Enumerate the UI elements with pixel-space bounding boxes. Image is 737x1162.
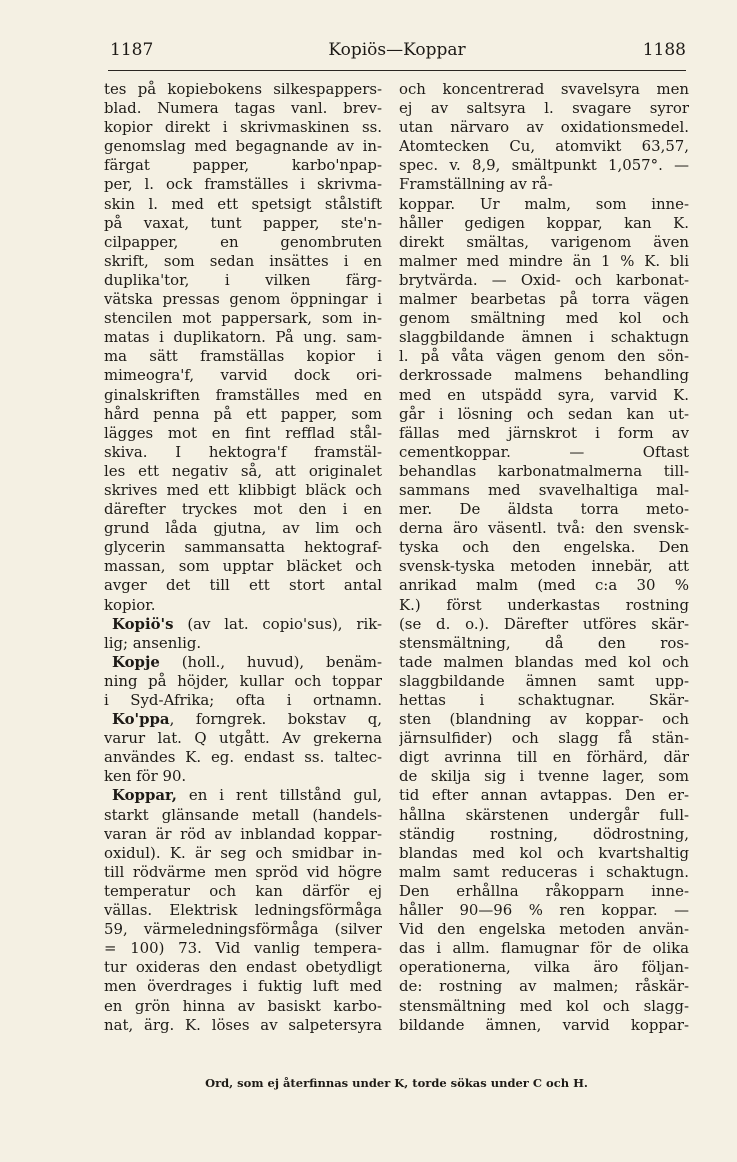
text-line: das i allm. flamugnar för de olika <box>399 939 689 958</box>
text-line: och koncentrerad svavelsyra men <box>399 80 689 98</box>
text-line: slaggbildande ämnen samt upp- <box>399 671 689 690</box>
text-line: spec. v. 8,9, smältpunkt 1,057°. — <box>399 156 689 175</box>
header-rule <box>108 70 686 71</box>
text-line: tes på kopiebokens silkespappers- <box>104 80 382 98</box>
text-line: vätska pressas genom öppningar i <box>104 290 382 309</box>
text-line: färgat papper, karbo'npap- <box>104 156 382 175</box>
text-line: starkt glänsande metall (handels- <box>104 805 382 824</box>
text-line: Ko'ppa, forngrek. bokstav q, <box>112 710 382 729</box>
text-line: ken för 90. <box>104 767 187 786</box>
text-line: cilpapper, en genombruten <box>104 232 382 251</box>
text-line: sten (blandning av koppar- och <box>399 710 689 729</box>
text-line: Den erhållna råkopparn inne- <box>399 881 689 900</box>
text-line: lägges mot en fint refflad stål- <box>104 423 382 442</box>
text-line: matas i duplikatorn. På ung. sam- <box>104 328 382 347</box>
text-line: användes K. eg. endast ss. taltec- <box>104 748 382 767</box>
text-line: med en utspädd syra, varvid K. <box>399 385 689 404</box>
text-line: stencilen mot pappersark, som in- <box>104 309 382 328</box>
text-line: K.) först underkastas rostning <box>399 595 689 614</box>
text-line: slaggbildande ämnen i schaktugn <box>399 328 689 347</box>
text-line: blandas med kol och kvartshaltig <box>399 843 689 862</box>
text-line: behandlas karbonatmalmerna till- <box>399 461 689 480</box>
right-column <box>399 80 689 1035</box>
text-line: ej av saltsyra l. svagare syror <box>399 99 689 118</box>
text-line: per, l. ock framställes i skrivma- <box>104 175 382 194</box>
running-title: Kopiös—Koppar <box>328 40 466 60</box>
text-line: Kopiö's (av lat. copio'sus), rik- <box>112 614 382 633</box>
text-line: glycerin sammansatta hektograf- <box>104 538 382 557</box>
text-line: men överdrages i fuktig luft med <box>104 977 382 996</box>
text-line: mer. De äldsta torra meto- <box>399 500 689 519</box>
text-line: hård penna på ett papper, som <box>104 404 382 423</box>
text-line: skrives med ett klibbigt bläck och <box>104 480 382 499</box>
text-line: ständig rostning, dödrostning, <box>399 824 689 843</box>
text-line: varur lat. Q utgått. Av grekerna <box>104 729 382 748</box>
text-line: operationerna, vilka äro följan- <box>399 958 689 977</box>
text-line: ginalskriften framställes med en <box>104 385 382 404</box>
text-line: koppar. Ur malm, som inne- <box>399 194 689 213</box>
text-line: Atomtecken Cu, atomvikt 63,57, <box>399 137 689 156</box>
text-line: derna äro väsentl. två: den svensk- <box>399 519 689 538</box>
text-line: genom smältning med kol och <box>399 309 689 328</box>
text-line: Koppar, en i rent tillstånd gul, <box>112 786 382 805</box>
text-line: les ett negativ så, att originalet <box>104 461 382 480</box>
text-line: anrikad malm (med c:a 30 % <box>399 576 689 595</box>
text-line: de: rostning av malmen; råskär- <box>399 977 689 996</box>
text-line: mimeogra'f, varvid dock ori- <box>104 366 382 385</box>
text-line: tur oxideras den endast obetydligt <box>104 958 382 977</box>
text-line: skiva. I hektogra'f framstäl- <box>104 442 382 461</box>
text-line: järnsulfider) och slagg få stän- <box>399 729 689 748</box>
text-line: massan, som upptar bläcket och <box>104 557 382 576</box>
text-line: svensk-tyska metoden innebär, att <box>399 557 689 576</box>
text-line: därefter tryckes mot den i en <box>104 500 382 519</box>
text-line: grund låda gjutna, av lim och <box>104 519 382 538</box>
text-line: håller 90—96 % ren koppar. — <box>399 901 689 920</box>
text-line: till rödvärme men spröd vid högre <box>104 862 382 881</box>
text-line: malmer bearbetas på torra vägen <box>399 290 689 309</box>
text-line: Kopje (holl., huvud), benäm- <box>112 652 382 671</box>
text-line: cementkoppar. — Oftast <box>399 442 689 461</box>
text-line: på vaxat, tunt papper, ste'n- <box>104 213 382 232</box>
text-line: direkt smältas, varigenom även <box>399 232 689 251</box>
text-line: brytvärda. — Oxid- och karbonat- <box>399 270 689 289</box>
footer-note: Ord, som ej återfinnas under K, torde sökas under C och H. <box>205 1076 588 1090</box>
text-line: Framställning av rå- <box>399 175 553 194</box>
text-line: de skilja sig i tvenne lager, som <box>399 767 689 786</box>
text-line: lig; ansenlig. <box>104 633 202 652</box>
text-line: fällas med järnskrot i form av <box>399 423 689 442</box>
text-line: en grön hinna av basiskt karbo- <box>104 996 382 1015</box>
text-line: (se d. o.). Därefter utföres skär- <box>399 614 689 633</box>
text-line: temperatur och kan därför ej <box>104 881 382 900</box>
text-line: digt avrinna till en förhärd, där <box>399 748 689 767</box>
text-line: Vid den engelska metoden använ- <box>399 920 689 939</box>
text-line: 59, värmeledningsförmåga (silver <box>104 920 382 939</box>
text-line: duplika'tor, i vilken färg- <box>104 270 382 289</box>
text-line: håller gedigen koppar, kan K. <box>399 213 689 232</box>
text-line: stensmältning med kol och slagg- <box>399 996 689 1015</box>
text-line: avger det till ett stort antal <box>104 576 382 595</box>
text-line: skin l. med ett spetsigt stålstift <box>104 194 382 213</box>
text-line: hettas i schaktugnar. Skär- <box>399 691 689 709</box>
text-line: hållna skärstenen undergår full- <box>399 805 689 824</box>
text-line: derkrossade malmens behandling <box>399 366 689 385</box>
text-line: kopior. <box>104 595 156 614</box>
text-line: tade malmen blandas med kol och <box>399 652 689 671</box>
text-line: = 100) 73. Vid vanlig tempera- <box>104 939 382 958</box>
text-line: ning på höjder, kullar och toppar <box>104 671 382 690</box>
left-column <box>104 80 382 1035</box>
text-line: l. på våta vägen genom den sön- <box>399 347 689 366</box>
text-line: blad. Numera tagas vanl. brev- <box>104 99 382 118</box>
text-line: ma sätt framställas kopior i <box>104 347 382 366</box>
page-header <box>108 40 686 68</box>
text-line: tyska och den engelska. Den <box>399 538 689 557</box>
text-line: sammans med svavelhaltiga mal- <box>399 480 689 499</box>
text-line: går i lösning och sedan kan ut- <box>399 404 689 423</box>
text-line: tid efter annan avtappas. Den er- <box>399 786 689 805</box>
text-line: varan är röd av inblandad koppar- <box>104 824 382 843</box>
text-line: genomslag med begagnande av in- <box>104 137 382 156</box>
text-line: oxidul). K. är seg och smidbar in- <box>104 843 382 862</box>
text-line: i Syd-Afrika; ofta i ortnamn. <box>104 691 382 709</box>
text-line: skrift, som sedan insättes i en <box>104 251 382 270</box>
text-line: malm samt reduceras i schaktugn. <box>399 862 689 881</box>
page-number-left: 1187 <box>110 40 154 60</box>
text-line: vällas. Elektrisk ledningsförmåga <box>104 901 382 920</box>
text-line: malmer med mindre än 1 % K. bli <box>399 251 689 270</box>
text-line: utan närvaro av oxidationsmedel. <box>399 118 689 137</box>
text-line: kopior direkt i skrivmaskinen ss. <box>104 118 382 137</box>
page-number-right: 1188 <box>642 40 686 60</box>
text-line: nat, ärg. K. löses av salpetersyra <box>104 1015 382 1034</box>
text-line: stensmältning, då den ros- <box>399 633 689 652</box>
text-line: bildande ämnen, varvid koppar- <box>399 1015 689 1034</box>
